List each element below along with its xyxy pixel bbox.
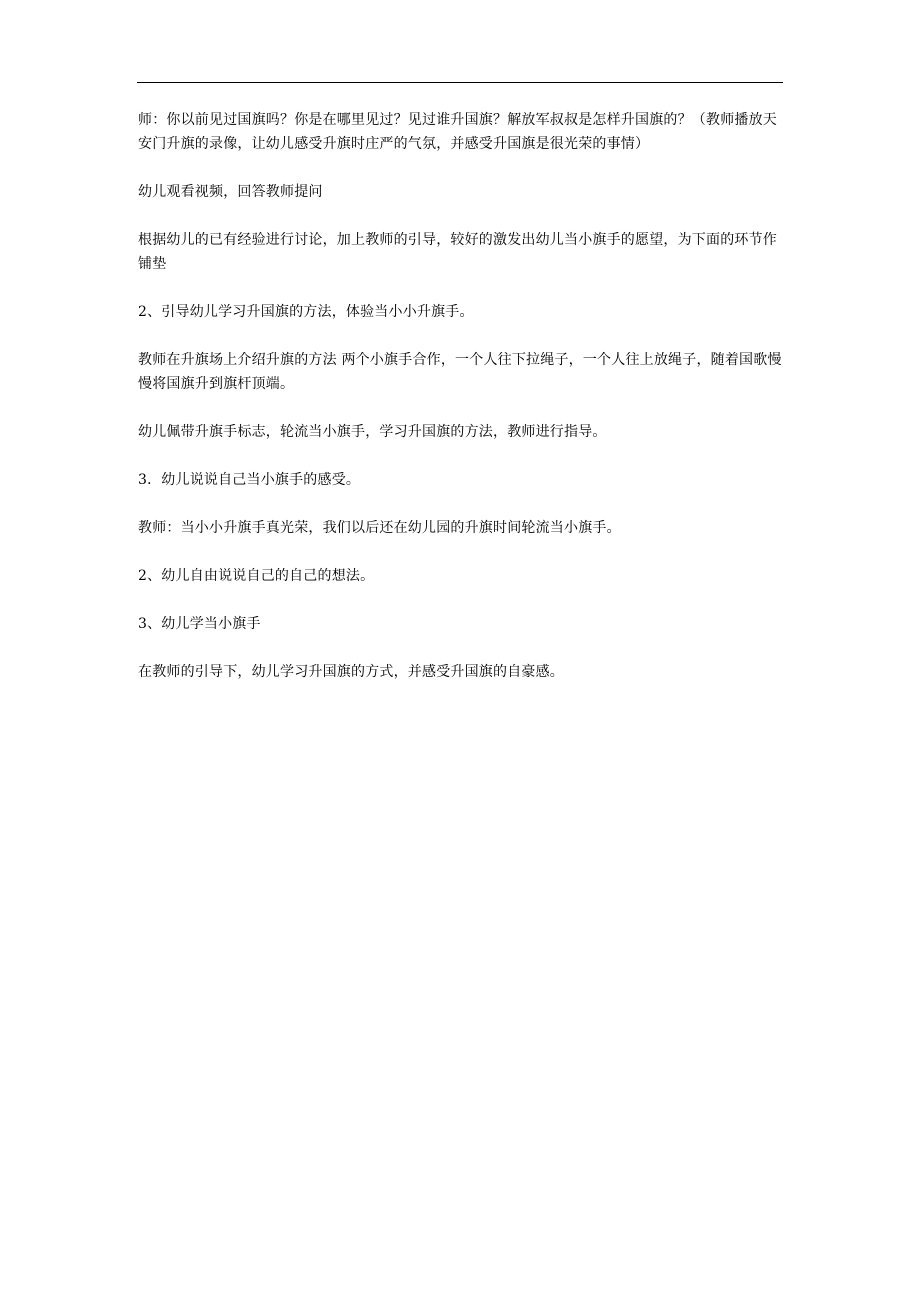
- paragraph-learn-flag-bearer: 3、幼儿学当小旗手: [138, 616, 261, 632]
- paragraph-flag-raising-method: 教师在升旗场上介绍升旗的方法 两个小旗手合作，一个人往下拉绳子，一个人往上放绳子，随着国歌慢慢将国旗升到旗杆顶端。: [138, 352, 782, 392]
- paragraph-discussion: 根据幼儿的已有经验进行讨论，加上教师的引导，较好的激发出幼儿当小旗手的愿望，为下面的环节作铺垫: [138, 232, 777, 272]
- paragraph-children-watch-video: 幼儿观看视频，回答教师提问: [138, 184, 323, 200]
- paragraph-step-2-heading: 2、引导幼儿学习升国旗的方法，体验当小小升旗手。: [138, 304, 474, 320]
- paragraph-children-take-turns: 幼儿佩带升旗手标志，轮流当小旗手，学习升国旗的方法，教师进行指导。: [138, 424, 607, 440]
- paragraph-free-talk: 2、幼儿自由说说自己的自己的想法。: [138, 568, 375, 584]
- paragraph-teacher-questions: 师：你以前见过国旗吗？你是在哪里见过？见过谁升国旗？解放军叔叔是怎样升国旗的？（教师播放天安门升旗的录像，让幼儿感受升旗时庄严的气氛，并感受升国旗是很光荣的事情）: [138, 112, 777, 152]
- header-rule: [137, 82, 783, 83]
- paragraph-teacher-praise: 教师：当小小升旗手真光荣，我们以后还在幼儿园的升旗时间轮流当小旗手。: [138, 520, 621, 536]
- paragraph-conclusion: 在教师的引导下，幼儿学习升国旗的方式，并感受升国旗的自豪感。: [138, 664, 564, 680]
- paragraph-step-3-heading: 3．幼儿说说自己当小旗手的感受。: [138, 472, 361, 488]
- document-body: [138, 108, 786, 708]
